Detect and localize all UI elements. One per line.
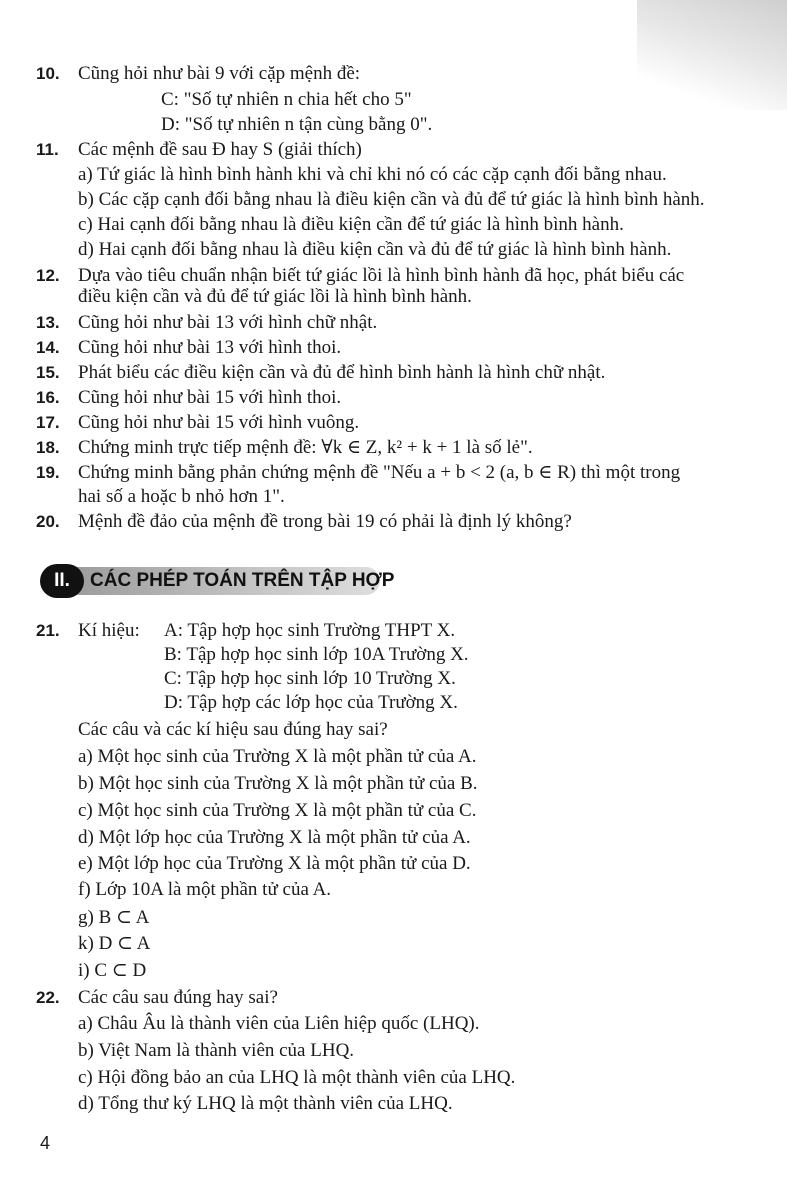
- exercise-text: b) Các cặp cạnh đối bằng nhau là điều kiện cần và đủ để tứ giác là hình bình hành.: [78, 189, 705, 210]
- exercise-number: 14.: [36, 338, 60, 357]
- exercise-text: C: "Số tự nhiên n chia hết cho 5": [161, 89, 412, 110]
- exercise-text: Các mệnh đề sau Đ hay S (giải thích): [78, 139, 362, 160]
- exercise-text: Chứng minh trực tiếp mệnh đề: ∀k ∈ Z, k² + k + 1 là số lẻ".: [78, 437, 533, 458]
- notation-label: Kí hiệu:: [78, 620, 140, 641]
- exercise-text: c) Một học sinh của Trường X là một phần tử của C.: [78, 800, 477, 821]
- exercise-text: b) Một học sinh của Trường X là một phần tử của B.: [78, 773, 478, 794]
- exercise-number: 17.: [36, 413, 60, 432]
- section-header: [40, 564, 395, 598]
- exercise-text: d) Một lớp học của Trường X là một phần tử của A.: [78, 827, 471, 848]
- exercise-text: Các câu và các kí hiệu sau đúng hay sai?: [78, 719, 388, 740]
- exercise-text: Cũng hỏi như bài 15 với hình vuông.: [78, 412, 360, 433]
- section-badge: II.: [40, 564, 84, 598]
- section-title: CÁC PHÉP TOÁN TRÊN TẬP HỢP: [90, 570, 395, 591]
- exercise-text: i) C ⊂ D: [78, 960, 147, 981]
- exercise-number: 12.: [36, 266, 60, 285]
- exercise-number: 19.: [36, 463, 60, 482]
- exercise-text: điều kiện cần và đủ để tứ giác lồi là hình bình hành.: [78, 286, 472, 307]
- exercise-text: a) Châu Âu là thành viên của Liên hiệp quốc (LHQ).: [78, 1013, 480, 1034]
- exercise-number: 11.: [36, 140, 59, 159]
- exercise-text: Cũng hỏi như bài 15 với hình thoi.: [78, 387, 342, 408]
- exercise-text: D: "Số tự nhiên n tận cùng bằng 0".: [161, 114, 433, 135]
- exercise-text: Cũng hỏi như bài 13 với hình thoi.: [78, 337, 342, 358]
- set-definition: B: Tập hợp học sinh lớp 10A Trường X.: [164, 644, 469, 665]
- exercise-text: c) Hai cạnh đối bằng nhau là điều kiện cần để tứ giác là hình bình hành.: [78, 214, 624, 235]
- exercise-text: k) D ⊂ A: [78, 933, 151, 954]
- exercise-text: d) Hai cạnh đối bằng nhau là điều kiện cần và đủ để tứ giác là hình bình hành.: [78, 239, 672, 260]
- exercise-text: Các câu sau đúng hay sai?: [78, 987, 278, 1008]
- exercise-number: 21.: [36, 621, 60, 640]
- exercise-text: Cũng hỏi như bài 13 với hình chữ nhật.: [78, 312, 378, 333]
- exercise-number: 10.: [36, 64, 60, 83]
- exercise-number: 15.: [36, 363, 60, 382]
- exercise-number: 20.: [36, 512, 60, 531]
- exercise-text: f) Lớp 10A là một phần tử của A.: [78, 879, 332, 900]
- exercise-text: d) Tổng thư ký LHQ là một thành viên của LHQ.: [78, 1093, 453, 1114]
- exercise-text: Phát biểu các điều kiện cần và đủ để hình bình hành là hình chữ nhật.: [78, 362, 606, 383]
- exercise-text: Cũng hỏi như bài 9 với cặp mệnh đề:: [78, 63, 361, 84]
- exercise-text: a) Một học sinh của Trường X là một phần tử của A.: [78, 746, 477, 767]
- exercise-text: a) Tứ giác là hình bình hành khi và chỉ khi nó có các cặp cạnh đối bằng nhau.: [78, 164, 667, 185]
- exercise-number: 13.: [36, 313, 60, 332]
- exercise-text: g) B ⊂ A: [78, 907, 150, 928]
- set-definition: D: Tập hợp các lớp học của Trường X.: [164, 692, 458, 713]
- page-number: 4: [40, 1133, 51, 1153]
- set-definition: C: Tập hợp học sinh lớp 10 Trường X.: [164, 668, 456, 689]
- exercise-number: 22.: [36, 988, 60, 1007]
- exercise-text: b) Việt Nam là thành viên của LHQ.: [78, 1040, 355, 1061]
- exercise-text: hai số a hoặc b nhỏ hơn 1".: [78, 486, 285, 507]
- exercise-number: 16.: [36, 388, 60, 407]
- exercise-text: e) Một lớp học của Trường X là một phần tử của D.: [78, 853, 471, 874]
- exercise-text: c) Hội đồng bảo an của LHQ là một thành viên của LHQ.: [78, 1067, 516, 1088]
- set-definition: A: Tập hợp học sinh Trường THPT X.: [164, 620, 456, 641]
- exercise-number: 18.: [36, 438, 60, 457]
- exercise-text: Chứng minh bằng phản chứng mệnh đề "Nếu a + b < 2 (a, b ∈ R) thì một trong: [78, 462, 681, 483]
- exercise-text: Dựa vào tiêu chuẩn nhận biết tứ giác lồi là hình bình hành đã học, phát biểu các: [78, 265, 685, 286]
- exercise-text: Mệnh đề đảo của mệnh đề trong bài 19 có phải là định lý không?: [78, 511, 572, 532]
